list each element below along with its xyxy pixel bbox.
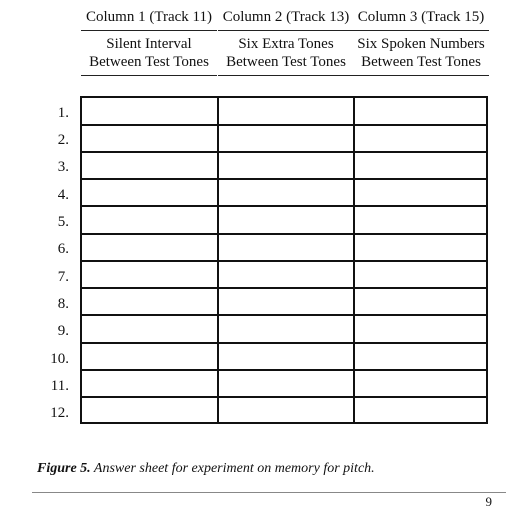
row-number-4: 4. xyxy=(57,187,69,203)
row-number-10: 10. xyxy=(50,351,69,367)
row-number-11: 11. xyxy=(50,378,69,394)
grid-row-divider xyxy=(82,151,486,153)
column-2-desc-line1: Six Extra Tones xyxy=(238,36,334,52)
grid-row-divider xyxy=(82,342,486,344)
column-3-desc-line1: Six Spoken Numbers xyxy=(357,36,485,52)
row-number-8: 8. xyxy=(57,296,69,312)
footer-rule xyxy=(32,492,506,493)
column-2-track-rule xyxy=(218,30,354,31)
row-number-6: 6. xyxy=(57,241,69,257)
column-3-desc-line2: Between Test Tones xyxy=(361,54,481,70)
column-3-track: Column 3 (Track 15) xyxy=(357,9,485,25)
row-number-2: 2. xyxy=(57,132,69,148)
row-number-3: 3. xyxy=(57,159,69,175)
column-2-header xyxy=(218,8,354,76)
row-number-5: 5. xyxy=(57,214,69,230)
grid-row-divider xyxy=(82,287,486,289)
column-3-desc-rule xyxy=(353,75,489,76)
grid-row-divider xyxy=(82,124,486,126)
row-number-9: 9. xyxy=(57,323,69,339)
column-3-header xyxy=(353,8,489,76)
row-number-1: 1. xyxy=(57,105,69,121)
grid-row-divider xyxy=(82,396,486,398)
grid-row-divider xyxy=(82,369,486,371)
column-2-desc-line2: Between Test Tones xyxy=(226,54,346,70)
row-number-7: 7. xyxy=(57,269,69,285)
column-2-track: Column 2 (Track 13) xyxy=(222,9,350,25)
column-1-desc-rule xyxy=(81,75,217,76)
column-3-track-rule xyxy=(353,30,489,31)
column-1-track: Column 1 (Track 11) xyxy=(86,9,212,25)
column-2-desc-rule xyxy=(218,75,354,76)
answer-grid xyxy=(80,96,488,424)
column-1-desc-line2: Between Test Tones xyxy=(89,54,209,70)
column-1-track-rule xyxy=(81,30,217,31)
figure-caption-text: Answer sheet for experiment on memory for pitch. xyxy=(90,461,375,476)
grid-row-divider xyxy=(82,205,486,207)
grid-row-divider xyxy=(82,260,486,262)
column-1-header xyxy=(81,8,217,76)
grid-row-divider xyxy=(82,233,486,235)
figure-caption xyxy=(37,461,375,477)
row-number-12: 12. xyxy=(50,405,69,421)
column-1-desc-line1: Silent Interval xyxy=(106,36,192,52)
page-number: 9 xyxy=(485,494,492,509)
grid-row-divider xyxy=(82,178,486,180)
figure-caption-label: Figure 5. xyxy=(37,461,91,476)
grid-row-divider xyxy=(82,314,486,316)
